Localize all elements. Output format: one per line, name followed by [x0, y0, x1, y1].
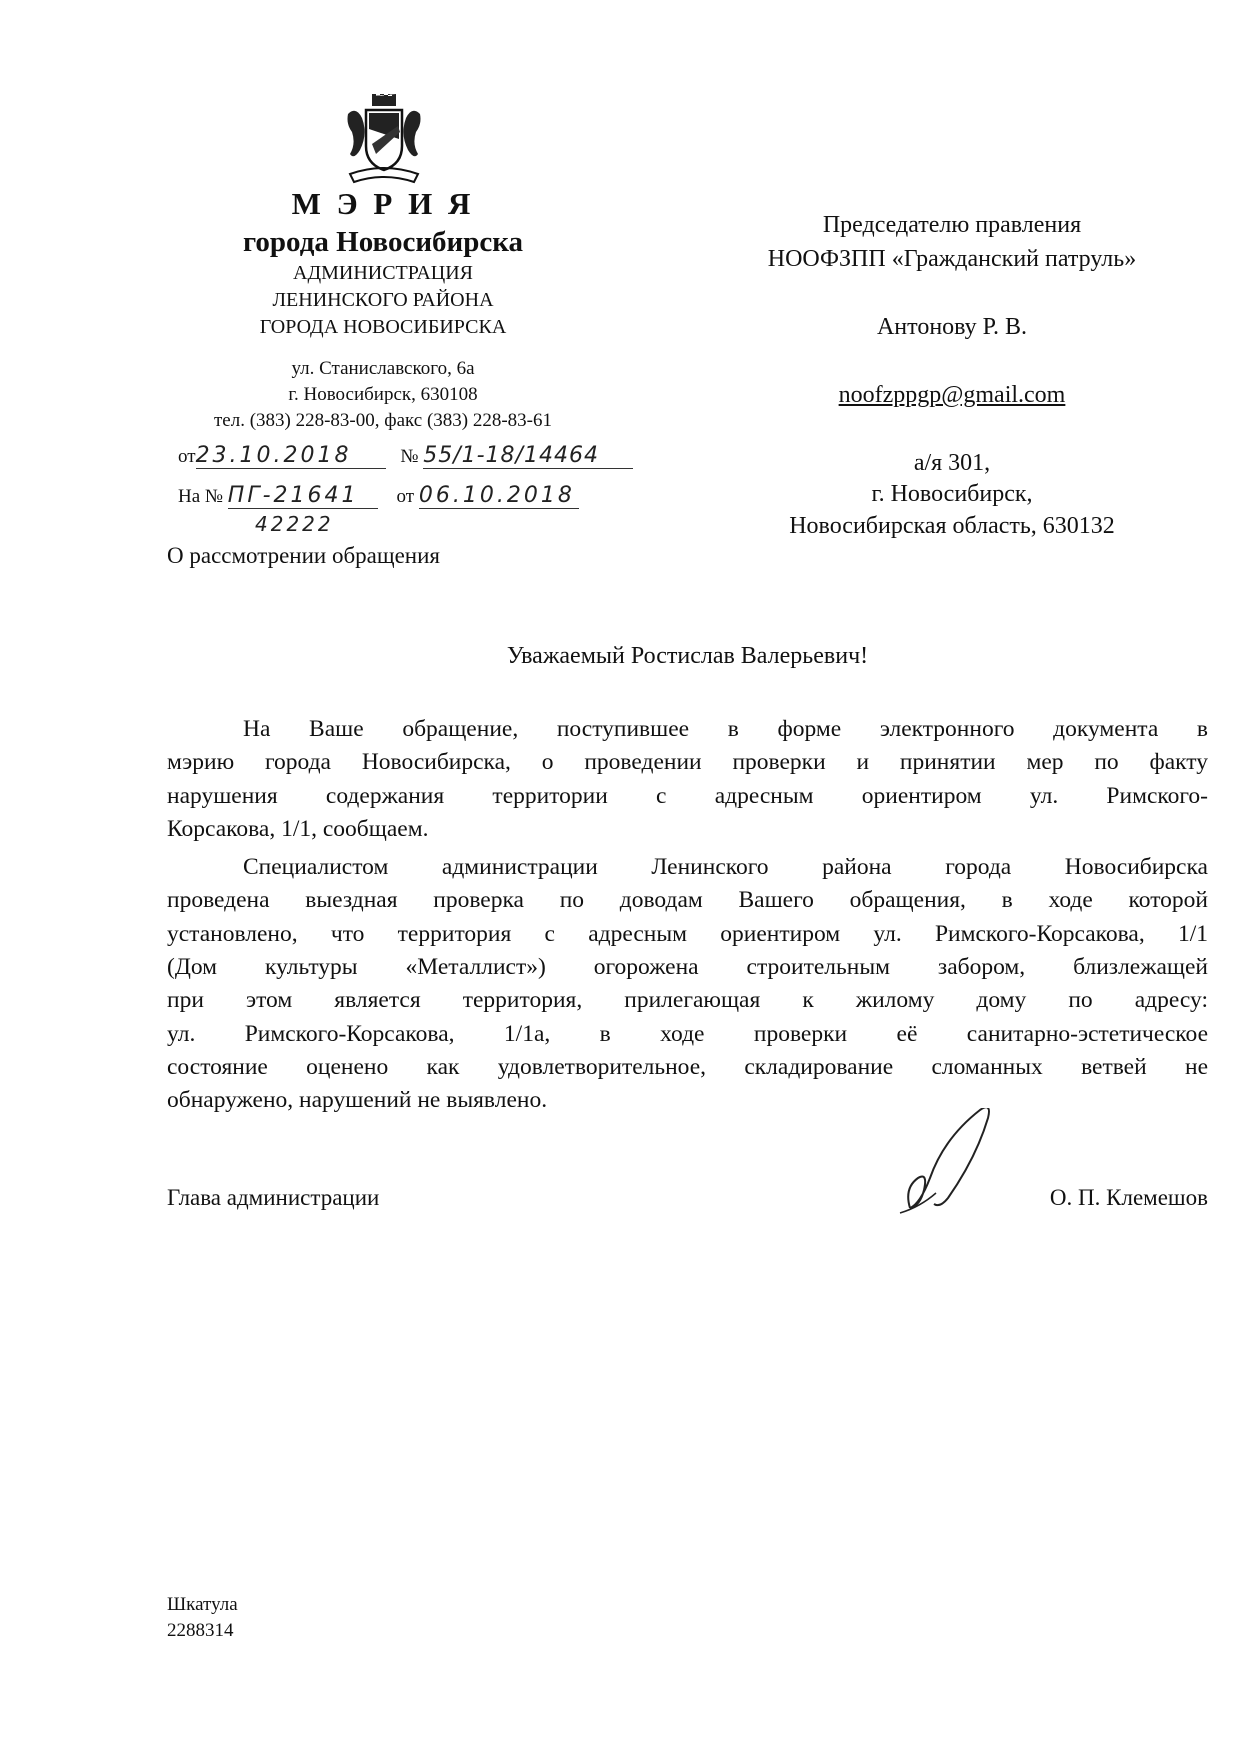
from-label: от [178, 446, 196, 467]
signatory-position: Глава администрации [167, 1185, 380, 1210]
recipient-name: Антонову Р. В. [876, 314, 1028, 340]
outgoing-reference [178, 444, 633, 469]
body-line: ул. Римского-Корсакова, 1/1а, в ходе проверки её санитарно-эстетическое [167, 1020, 1208, 1047]
signatory-name: О. П. Клемешов [1049, 1185, 1208, 1210]
outgoing-date: 23.10.2018 [196, 444, 386, 469]
admin-line: АДМИНИСТРАЦИЯ [293, 262, 473, 284]
subject: О рассмотрении обращения [167, 543, 440, 568]
sender-phone: тел. (383) 228-83-00, факс (383) 228-83-61 [213, 410, 553, 431]
reply-from-label: от [396, 486, 415, 507]
outgoing-number: 55/1-18/14464 [423, 444, 633, 469]
body-line: проведена выездная проверка по доводам Вашего обращения, в ходе которой [167, 887, 1208, 914]
reply-date: 06.10.2018 [419, 484, 579, 509]
body-line: при этом является территория, прилегающая к жилому дому по адресу: [167, 987, 1208, 1014]
number-label: № [400, 446, 419, 467]
reply-label: На № [178, 486, 224, 507]
body-line: обнаружено, нарушений не выявлено. [167, 1087, 548, 1114]
city-coat-of-arms [342, 94, 426, 188]
reply-number-extra: 42222 [255, 512, 334, 536]
sender-address: г. Новосибирск, 630108 [288, 384, 478, 405]
recipient-email[interactable]: noofzppgp@gmail.com [838, 382, 1066, 408]
paragraph [167, 851, 1208, 1117]
paragraph [167, 713, 1208, 846]
executor-phone: 2288314 [167, 1620, 234, 1641]
sender-title: М Э Р И Я [291, 186, 475, 221]
sender-address: ул. Станиславского, 6а [291, 358, 475, 379]
body-line: мэрию города Новосибирска, о проведении проверки и принятии мер по факту [167, 749, 1208, 776]
recipient-email-wrap [700, 382, 1204, 409]
recipient-line: НООФЗПП «Гражданский патруль» [767, 246, 1137, 272]
admin-line: ГОРОДА НОВОСИБИРСКА [259, 316, 507, 338]
body-line: (Дом культуры «Металлист») огорожена строительным забором, близлежащей [167, 954, 1208, 981]
recipient-postal: а/я 301, [913, 450, 991, 476]
admin-line: ЛЕНИНСКОГО РАЙОНА [272, 289, 494, 311]
reply-number: ПГ-21641 [228, 484, 378, 509]
greeting: Уважаемый Ростислав Валерьевич! [506, 643, 869, 669]
body-line: Корсакова, 1/1, сообщаем. [167, 815, 429, 842]
body-line: Специалистом администрации Ленинского района города Новосибирска [243, 854, 1208, 881]
incoming-reference [178, 484, 579, 509]
recipient-line: Председателю правления [822, 212, 1082, 238]
body-line: установлено, что территория с адресным ориентиром ул. Римского-Корсакова, 1/1 [167, 920, 1208, 947]
handwritten-signature [890, 1108, 1010, 1218]
sender-city: города Новосибирска [242, 226, 524, 258]
letter-body [167, 713, 1208, 1118]
recipient-postal: Новосибирская область, 630132 [789, 513, 1115, 539]
executor-name: Шкатула [167, 1594, 238, 1615]
body-line: На Ваше обращение, поступившее в форме электронного документа в [243, 716, 1208, 742]
body-line: состояние оценено как удовлетворительное, складирование сломанных ветвей не [167, 1053, 1208, 1080]
body-line: нарушения содержания территории с адресным ориентиром ул. Римского- [167, 782, 1208, 809]
recipient-postal: г. Новосибирск, [871, 481, 1033, 507]
